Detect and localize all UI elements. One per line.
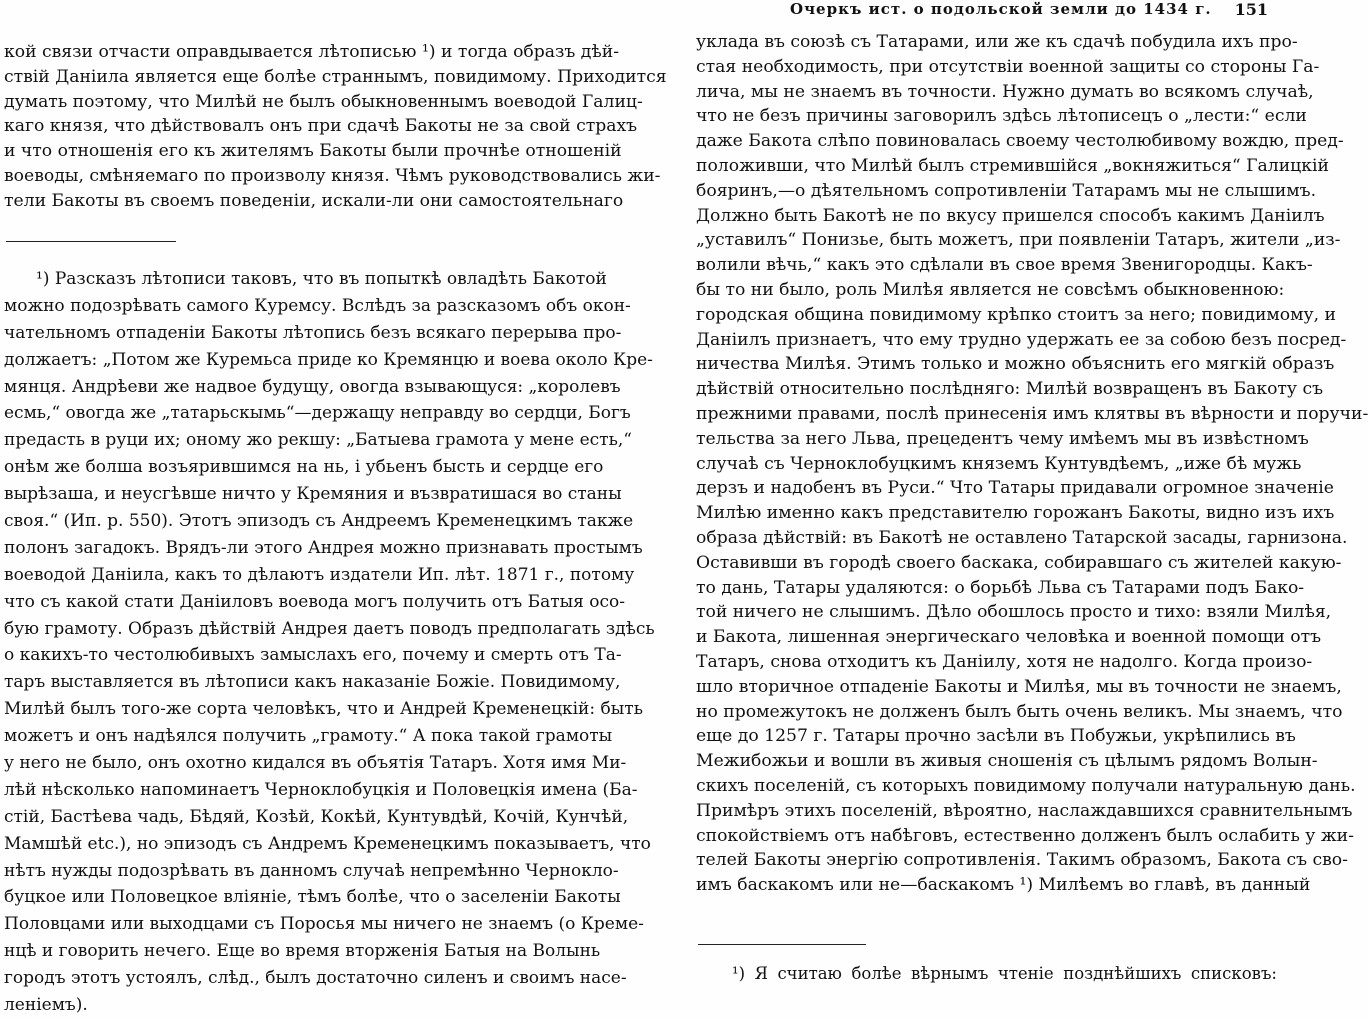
text-line: Татаръ, снова отходитъ къ Даніилу, хотя не надолго. Когда произо- bbox=[696, 651, 1313, 672]
footnote-separator bbox=[6, 241, 176, 242]
text-line: о какихъ-то честолюбивыхъ замыслахъ его, почему и смерть отъ Та- bbox=[4, 645, 622, 666]
text-line: Милѣй былъ того-же сорта человѣкъ, что и Андрей Кременецкій: быть bbox=[4, 699, 643, 720]
text-line: мянця. Андрѣеви же надвое будущу, овогда взывающуся: „королевъ bbox=[4, 376, 621, 397]
text-line: воеводой Даніила, какъ то дѣлаютъ издатели Ип. лѣт. 1871 г., потому bbox=[4, 564, 635, 585]
text-line: есмь,“ овогда же „татарьскымь“—держащу неправду во сердци, Богъ bbox=[4, 403, 631, 424]
text-line: имъ баскакомъ или не—баскакомъ ¹) Милѣемъ во главѣ, въ данный bbox=[696, 875, 1311, 896]
text-line: вырѣзаша, и неусгѣвше ничто у Кремяния и възвратишася во станы bbox=[4, 484, 622, 505]
right-page bbox=[640, 0, 1368, 992]
text-line: образа дѣйствій: въ Бакотѣ не оставлено Татарской засады, гарнизона. bbox=[696, 527, 1348, 548]
text-line: прежними правами, послѣ принесенія имъ клятвы въ вѣрности и поручи- bbox=[696, 403, 1368, 424]
text-line: ¹) Я считаю болѣе вѣрнымъ чтеніе позднѣйшихъ списковъ: bbox=[732, 964, 1277, 983]
text-line: бы то ни было, роль Милѣя является не совсѣмъ обыкновенною: bbox=[696, 279, 1285, 300]
text-line: у него не было, онъ охотно кидался въ объятія Татаръ. Хотя имя Ми- bbox=[4, 753, 627, 774]
text-line: можетъ и онъ надѣялся получить „грамоту.“ А пока такой грамоты bbox=[4, 726, 613, 747]
text-line: и что отношенія его къ жителямъ Бакоты были прочнѣе отношеній bbox=[4, 141, 622, 162]
text-line: еще до 1257 г. Татары прочно засѣли въ Побужьи, укрѣпились въ bbox=[696, 726, 1296, 747]
text-line: волили вѣчь,“ какъ это сдѣлали въ свое время Звенигородцы. Какъ- bbox=[696, 255, 1313, 276]
text-line: предасть в руци их; оному жо рекшу: „Батыева грамота у мене есть,“ bbox=[4, 430, 632, 451]
running-header bbox=[790, 0, 1268, 24]
text-line: и Бакота, лишенная энергическаго человѣка и военной помощи отъ bbox=[696, 627, 1322, 648]
text-line: „уставилъ“ Понизье, быть можетъ, при появленіи Татаръ, жители „из- bbox=[696, 230, 1341, 251]
text-line: воеводы, смѣняемаго по произволу князя. Чѣмъ руководствовались жи- bbox=[4, 165, 661, 186]
text-line: полонъ загадокъ. Врядъ-ли этого Андрея можно признавать простымъ bbox=[4, 537, 643, 558]
text-line: своя.“ (Ип. р. 550). Этотъ эпизодъ съ Андреемъ Кременецкимъ также bbox=[4, 511, 634, 532]
right-footnote bbox=[732, 962, 1277, 987]
text-line: бояринъ,—о дѣятельномъ сопротивленіи Татарамъ мы не слышимъ. bbox=[696, 180, 1317, 201]
text-line: стая необходимость, при отсутствіи военной защиты со стороны Га- bbox=[696, 56, 1320, 77]
text-line: дерзъ и надобенъ въ Руси.“ Что Татары придавали огромное значеніе bbox=[696, 478, 1334, 499]
text-line: даже Бакота слѣпо повиновалась своему честолюбивому вождю, пред- bbox=[696, 131, 1344, 152]
text-line: спокойствіемъ отъ набѣговъ, естественно долженъ былъ ослабить у жи- bbox=[696, 825, 1354, 846]
text-line: буцкое или Половецкое вліяніе, тѣмъ болѣе, что о заселеніи Бакоты bbox=[4, 887, 621, 908]
left-page bbox=[0, 0, 667, 1016]
text-line: той ничего не слышимъ. Дѣло обошлось просто и тихо: взяли Милѣя, bbox=[696, 602, 1332, 623]
text-line: лѣй нѣсколько напоминаетъ Черноклобуцкія и Половецкія имена (Ба- bbox=[4, 779, 638, 800]
right-body-text bbox=[696, 30, 1368, 898]
left-footnote bbox=[4, 266, 655, 1019]
text-line: шло вторичное отпаденіе Бакоты и Милѣя, мы въ точности не знаемъ, bbox=[696, 676, 1342, 697]
text-line: должаетъ: „Потом же Куремьса приде ко Кремянцю и воева около Кре- bbox=[4, 349, 653, 370]
text-line: тельства за него Льва, прецедентъ чему имѣемъ мы въ извѣстномъ bbox=[696, 428, 1309, 449]
text-line: Мамшѣй etc.), но эпизодъ съ Андремъ Кременецкимъ показываетъ, что bbox=[4, 833, 651, 854]
left-body-text bbox=[4, 40, 667, 214]
text-line: что съ какой стати Даніиловъ воевода могъ получить отъ Батыя осо- bbox=[4, 591, 626, 612]
text-line: тели Бакоты въ своемъ поведеніи, искали-ли они самостоятельнаго bbox=[4, 190, 624, 211]
text-line: Половцами или выходцами съ Поросья мы ничего не знаемъ (о Креме- bbox=[4, 914, 644, 935]
text-line: городъ этотъ устоялъ, слѣд., былъ достаточно силенъ и своимъ насе- bbox=[4, 968, 627, 989]
text-line: лича, мы не знаемъ въ точности. Нужно думать во всякомъ случаѣ, bbox=[696, 81, 1314, 102]
text-line: ничества Милѣя. Этимъ только и можно объяснить его мягкій образъ bbox=[696, 354, 1335, 375]
text-line: случаѣ съ Черноклобуцкимъ княземъ Кунтувдѣемъ, „иже бѣ мужь bbox=[696, 453, 1302, 474]
text-line: стій, Бастѣева чадь, Бѣдяй, Козѣй, Кокѣй, Кунтувдѣй, Кочій, Кунчѣй, bbox=[4, 806, 629, 827]
text-line: таръ выставляется въ лѣтописи какъ наказаніе Божіе. Повидимому, bbox=[4, 672, 621, 693]
text-line: скихъ поселеній, съ которыхъ повидимому получали натуральную дань. bbox=[696, 775, 1356, 796]
text-line: городская община повидимому крѣпко стоитъ за него; повидимому, и bbox=[696, 304, 1336, 325]
text-line: Оставивши въ городѣ своего баскака, собиравшаго съ жителей какую- bbox=[696, 552, 1342, 573]
text-line: то дань, Татары удаляются: о борьбѣ Льва съ Татарами подъ Бако- bbox=[696, 577, 1305, 598]
text-line: ¹) Разсказъ лѣтописи таковъ, что въ попыткѣ овладѣть Бакотой bbox=[36, 269, 607, 289]
text-line: леніемъ). bbox=[4, 995, 88, 1016]
footnote-separator bbox=[698, 944, 866, 945]
text-line: каго князя, что дѣйствовалъ онъ при сдачѣ Бакоты не за свой страхъ bbox=[4, 116, 638, 137]
text-line: телей Бакоты энергію сопротивленія. Такимъ образомъ, Бакота съ сво- bbox=[696, 850, 1348, 871]
text-line: Милѣю именно какъ представителю горожанъ Бакоты, видно изъ ихъ bbox=[696, 503, 1335, 524]
text-line: чательномъ отпаденіи Бакоты лѣтопись безъ всякаго перерыва про- bbox=[4, 322, 622, 343]
text-line: Межибожьи и вошли въ живыя сношенія съ цѣлымъ рядомъ Волын- bbox=[696, 751, 1318, 772]
text-line: положивши, что Милѣй былъ стремившійся „вокняжиться“ Галицкій bbox=[696, 155, 1329, 176]
text-line: уклада въ союзѣ съ Татарами, или же къ сдачѣ побудила ихъ про- bbox=[696, 32, 1298, 52]
text-line: Даніилъ признаетъ, что ему трудно удержать ее за собою безъ посред- bbox=[696, 329, 1347, 350]
text-line: что не безъ причины заговорилъ здѣсь лѣтописецъ о „лести:“ если bbox=[696, 106, 1307, 127]
text-line: бую грамоту. Образъ дѣйствій Андрея даетъ поводъ предполагать здѣсь bbox=[4, 618, 655, 639]
text-line: нцѣ и говорить нечего. Еще во время вторженія Батыя на Волынь bbox=[4, 941, 601, 962]
text-line: Должно быть Бакотѣ не по вкусу пришелся способъ какимъ Даніилъ bbox=[696, 205, 1325, 226]
text-line: думать поэтому, что Милѣй не былъ обыкновеннымъ воеводой Галиц- bbox=[4, 91, 643, 112]
text-line: кой связи отчасти оправдывается лѣтописью ¹) и тогда образъ дѣй- bbox=[4, 42, 620, 62]
text-line: ствій Даніила является еще болѣе страннымъ, повидимому. Приходится bbox=[4, 66, 667, 87]
text-line: онѣм же болша возъярившимся на нь, і убьенъ бысть и сердце его bbox=[4, 457, 604, 478]
text-line: но промежутокъ не долженъ былъ быть очень великъ. Мы знаемъ, что bbox=[696, 701, 1343, 722]
text-line: дѣйствій относительно послѣдняго: Милѣй возвращенъ въ Бакоту съ bbox=[696, 379, 1324, 400]
text-line: можно подозрѣвать самого Куремсу. Вслѣдъ за разсказомъ объ окон- bbox=[4, 295, 631, 316]
text-line: нѣтъ нужды подозрѣвать въ данномъ случаѣ непремѣнно Черноклo- bbox=[4, 860, 619, 881]
text-line: Примѣръ этихъ поселеній, вѣроятно, наслаждавшихся сравнительнымъ bbox=[696, 800, 1353, 821]
running-header-title: Очеркъ ист. о подольской земли до 1434 г. bbox=[790, 0, 1212, 18]
page-number: 151 bbox=[1234, 0, 1268, 19]
